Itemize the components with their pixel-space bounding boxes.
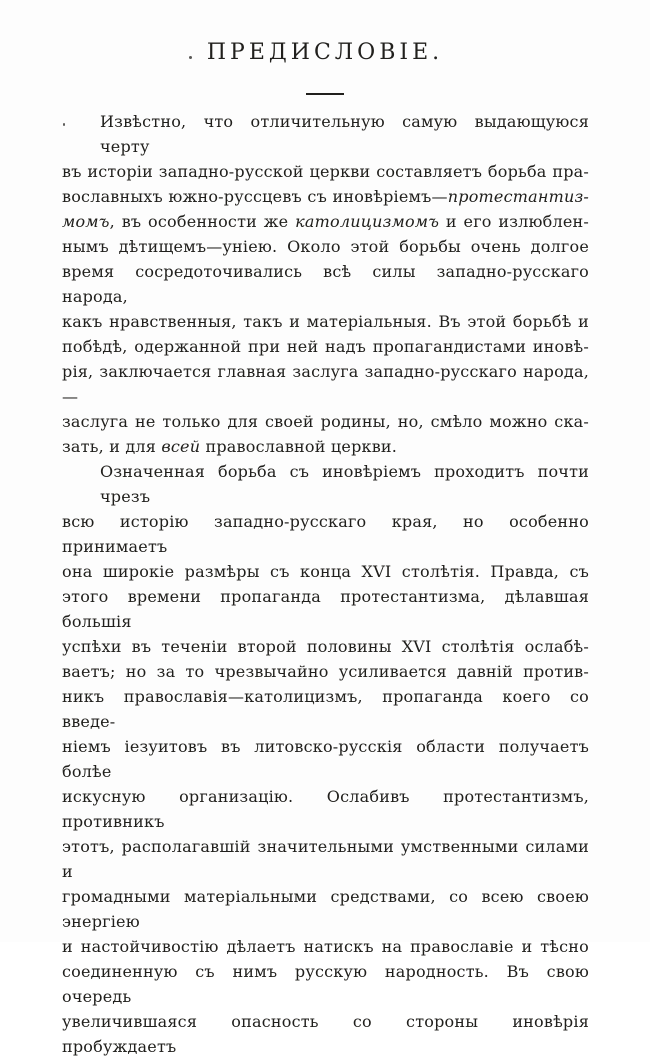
text-line <box>62 934 589 959</box>
text-segment: ніемъ іезуитовъ въ литовско-русскія области получаетъ болѣе <box>62 737 589 781</box>
text-segment: въ исторіи западно-русской церкви составляетъ борьба пра- <box>62 162 589 181</box>
text-line <box>62 684 589 734</box>
text-segment: она широкіе размѣры съ конца XVI столѣтія. Правда, съ <box>62 562 589 581</box>
text-segment: нымъ дѣтищемъ—уніею. Около этой борьбы очень долгое <box>62 237 589 256</box>
text-line <box>62 559 589 584</box>
text-segment: рія, заключается главная заслуга западно-русскаго народа,— <box>62 362 589 406</box>
emphasized-text: протестантиз- <box>447 187 589 206</box>
text-segment: этотъ, располагавшій значительными умственными силами и <box>62 837 589 881</box>
text-segment: вославныхъ южно-руссцевъ съ иновѣріемъ— <box>62 187 448 206</box>
text-segment: , въ особенности же <box>109 212 296 231</box>
text-segment: и настойчивостію дѣлаетъ натискъ на православіе и тѣсно <box>62 937 589 956</box>
emphasized-text: всей <box>161 437 201 456</box>
emphasized-text: момъ <box>62 212 110 231</box>
text-segment: этого времени пропаганда протестантизма, дѣлавшая большія <box>62 587 589 631</box>
text-segment: соединенную съ нимъ русскую народность. Въ свою очередь <box>62 962 589 1006</box>
text-line <box>62 834 589 884</box>
text-line <box>62 109 589 159</box>
text-line <box>62 309 589 334</box>
text-segment: увеличившаяся опасность со стороны иновѣрія пробуждаетъ <box>62 1012 589 1056</box>
text-segment: Извѣстно, что отличительную самую выдающуюся черту <box>100 112 589 156</box>
text-line <box>62 334 589 359</box>
text-segment: успѣхи въ теченіи второй половины XVI столѣтія ослабѣ- <box>62 637 589 656</box>
text-line <box>62 259 589 309</box>
text-line <box>62 1009 589 1059</box>
text-line <box>62 434 589 459</box>
text-line <box>62 959 589 1009</box>
text-line <box>62 659 589 684</box>
text-segment: православной церкви. <box>200 437 398 456</box>
text-line <box>62 184 589 209</box>
text-line <box>62 734 589 784</box>
text-line <box>62 209 589 234</box>
text-line <box>62 159 589 184</box>
text-segment: побѣдѣ, одержанной при ней надъ пропагандистами иновѣ- <box>62 337 589 356</box>
text-line <box>62 359 589 409</box>
emphasized-text: католицизмомъ <box>295 212 440 231</box>
title-divider-rule <box>306 93 344 95</box>
text-line <box>62 409 589 434</box>
text-segment: заслуга не только для своей родины, но, смѣло можно ска- <box>62 412 589 431</box>
text-segment: и его излюблен- <box>439 212 589 231</box>
text-segment: зать, и для <box>62 437 162 456</box>
body-text <box>62 109 589 1059</box>
text-line <box>62 459 589 509</box>
text-line <box>62 634 589 659</box>
text-line <box>62 784 589 834</box>
text-segment: время сосредоточивались всѣ силы западно-русскаго народа, <box>62 262 589 306</box>
text-line <box>62 884 589 934</box>
text-segment: какъ нравственныя, такъ и матеріальныя. Въ этой борьбѣ и <box>62 312 589 331</box>
text-segment: никъ православія—католицизмъ, пропаганда коего со введе- <box>62 687 589 731</box>
text-segment: громадными матеріальными средствами, со всею своею энергіею <box>62 887 589 931</box>
text-segment: искусную организацію. Ослабивъ протестантизмъ, противникъ <box>62 787 589 831</box>
text-line <box>62 234 589 259</box>
text-segment: ваетъ; но за то чрезвычайно усиливается давній против- <box>62 662 589 681</box>
text-line <box>62 584 589 634</box>
page-title: ПРЕДИСЛОВІЕ. <box>206 40 444 65</box>
text-line <box>62 509 589 559</box>
text-segment: Означенная борьба съ иновѣріемъ проходитъ почти чрезъ <box>100 462 589 506</box>
text-segment: всю исторію западно-русскаго края, но особенно принимаетъ <box>62 512 589 556</box>
